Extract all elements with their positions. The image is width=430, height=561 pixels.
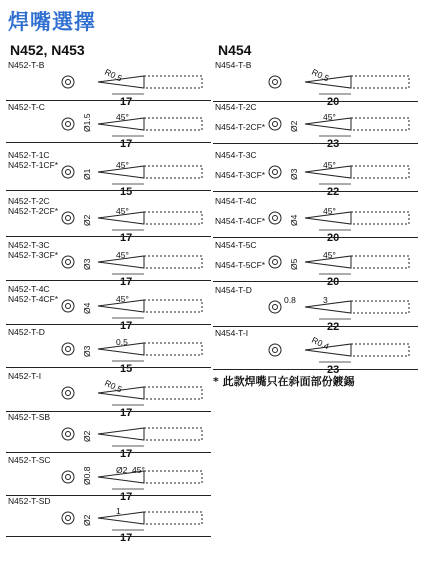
tip-end-view-circle [62, 166, 74, 178]
tip-drawing [213, 194, 413, 244]
tip-length-label: 20 [327, 276, 340, 288]
tip-row [6, 194, 211, 244]
tip-dimension-label: 45° [116, 250, 129, 260]
tip-end-view-circle [62, 471, 74, 483]
tip-dimension-label: R0.5 [103, 66, 124, 84]
tip-shank-outline [144, 118, 202, 130]
tip-model-label: N452-T-SD [8, 496, 51, 506]
tip-length-label: 17 [120, 448, 133, 460]
tip-shank-outline [144, 76, 202, 88]
tip-shank-outline [144, 256, 202, 268]
tip-dimension-label: Ø4 [289, 214, 299, 226]
tip-shank-outline [144, 166, 202, 178]
tip-model-label: N452-T-B [8, 60, 45, 70]
tip-end-view-inner [66, 170, 71, 175]
tip-model-label: N452-T-3C N452-T-3CF* [8, 240, 59, 260]
tip-row [213, 58, 418, 108]
tip-drawing [213, 326, 413, 376]
tip-length-label: 23 [327, 138, 340, 150]
tip-drawing [213, 100, 413, 150]
tip-shank-outline [351, 301, 409, 313]
row-divider [6, 190, 211, 191]
tip-model-label: N452-T-D [8, 327, 45, 337]
tip-taper-outline [98, 512, 144, 524]
tip-row [6, 325, 211, 375]
tip-model-label: N452-T-2C N452-T-2CF* [8, 196, 59, 216]
tip-end-view-circle [62, 256, 74, 268]
tip-shank-outline [144, 428, 202, 440]
tip-model-label: N454-T-D [215, 285, 252, 295]
tip-dimension-label: Ø3 [82, 345, 92, 357]
tip-end-view-inner [66, 122, 71, 127]
row-divider [6, 236, 211, 237]
tip-end-view-circle [269, 256, 281, 268]
tip-end-view-circle [62, 343, 74, 355]
tip-end-view-circle [269, 344, 281, 356]
tip-length-label: 17 [120, 320, 133, 332]
tip-dimension-label: R0.4 [310, 334, 331, 352]
tip-end-view-inner [273, 122, 278, 127]
tip-shank-outline [144, 512, 202, 524]
tip-row [213, 326, 418, 376]
tip-dimension-label: 45° [323, 160, 336, 170]
tip-drawing [6, 100, 206, 150]
tip-end-view-circle [269, 166, 281, 178]
tip-dimension-label: Ø2 [116, 465, 128, 475]
tip-dimension-label: 0.5 [116, 337, 128, 347]
tip-shank-outline [351, 166, 409, 178]
tip-length-label: 17 [120, 96, 133, 108]
row-divider [6, 367, 211, 368]
tip-model-label: N452-T-4C N452-T-4CF* [8, 284, 59, 304]
row-divider [6, 142, 211, 143]
tip-dimension-label: 0.8 [284, 295, 296, 305]
tip-dimension-label: R0.5 [310, 66, 331, 84]
tip-end-view-inner [66, 260, 71, 265]
tip-end-view-inner [273, 216, 278, 221]
tip-shank-outline [144, 300, 202, 312]
tip-dimension-label: 45° [116, 160, 129, 170]
tip-dimension-label: Ø2 [82, 514, 92, 526]
tip-dimension-label: 45° [132, 465, 145, 475]
tip-drawing [6, 494, 206, 544]
tip-length-label: 20 [327, 96, 340, 108]
tip-model-label: N452-T-C [8, 102, 45, 112]
tip-row [6, 100, 211, 150]
tip-end-view-circle [269, 212, 281, 224]
tip-model-label: N454-T-I [215, 328, 249, 338]
tip-end-view-inner [66, 216, 71, 221]
tip-row [6, 494, 211, 544]
tip-end-view-inner [66, 475, 71, 480]
tip-end-view-inner [66, 304, 71, 309]
tip-length-label: 17 [120, 232, 133, 244]
tip-shank-outline [351, 118, 409, 130]
tip-end-view-circle [62, 512, 74, 524]
tip-dimension-label: Ø3 [82, 258, 92, 270]
tip-length-label: 20 [327, 232, 340, 244]
tip-end-view-circle [62, 76, 74, 88]
tip-length-label: 22 [327, 321, 340, 333]
tip-length-label: 17 [120, 407, 133, 419]
tip-drawing [213, 238, 413, 288]
tip-end-view-circle [62, 428, 74, 440]
tip-model-label: N454-T-5C N454-T-5CF* [215, 240, 266, 270]
tip-shank-outline [144, 387, 202, 399]
tip-end-view-circle [62, 118, 74, 130]
row-divider [6, 280, 211, 281]
tip-length-label: 17 [120, 138, 133, 150]
tip-taper-outline [98, 428, 144, 440]
tip-length-label: 22 [327, 186, 340, 198]
tip-end-view-inner [273, 170, 278, 175]
tip-dimension-label: Ø1 [82, 168, 92, 180]
row-divider [213, 281, 418, 282]
tip-length-label: 23 [327, 364, 340, 376]
tip-row [213, 194, 418, 244]
tip-end-view-inner [273, 80, 278, 85]
tip-dimension-label: 45° [116, 112, 129, 122]
tip-model-label: N454-T-3C N454-T-3CF* [215, 150, 266, 180]
tip-end-view-circle [62, 212, 74, 224]
tip-end-view-inner [66, 347, 71, 352]
row-divider [213, 369, 418, 370]
tip-dimension-label: 45° [116, 294, 129, 304]
left-column-header: N452, N453 [10, 42, 85, 58]
tip-model-label: N454-T-B [215, 60, 252, 70]
tip-end-view-inner [66, 516, 71, 521]
tip-row [213, 100, 418, 150]
tip-dimension-label: 45° [323, 250, 336, 260]
row-divider [6, 536, 211, 537]
tip-end-view-inner [273, 260, 278, 265]
tip-dimension-label: Ø4 [82, 302, 92, 314]
tip-dimension-label: 3 [323, 295, 328, 305]
tip-row [6, 238, 211, 288]
tip-model-label: N454-T-2C N454-T-2CF* [215, 102, 266, 132]
tip-model-label: N452-T-1C N452-T-1CF* [8, 150, 59, 170]
tip-shank-outline [351, 344, 409, 356]
tip-end-view-circle [269, 76, 281, 88]
tip-drawing [6, 194, 206, 244]
tip-shank-outline [351, 76, 409, 88]
tip-row [213, 148, 418, 198]
tip-end-view-circle [269, 301, 281, 313]
tip-dimension-label: Ø2 [289, 120, 299, 132]
tip-drawing [6, 148, 206, 198]
row-divider [213, 191, 418, 192]
tip-end-view-inner [66, 391, 71, 396]
page-title: 焊嘴選擇 [8, 10, 96, 34]
tip-shank-outline [144, 212, 202, 224]
tip-drawing [6, 238, 206, 288]
tip-length-label: 17 [120, 276, 133, 288]
tip-drawing [213, 58, 413, 108]
tip-drawing [213, 148, 413, 198]
tip-model-label: N452-T-SB [8, 412, 51, 422]
tip-end-view-circle [62, 387, 74, 399]
tip-row [213, 238, 418, 288]
tip-dimension-label: Ø1.5 [82, 113, 92, 132]
tip-drawing [6, 325, 206, 375]
tip-length-label: 15 [120, 186, 133, 198]
row-divider [213, 143, 418, 144]
right-column-header: N454 [218, 42, 252, 58]
tip-length-label: 17 [120, 491, 133, 503]
tip-length-label: 17 [120, 532, 133, 544]
tip-dimension-label: Ø5 [289, 258, 299, 270]
tip-shank-outline [351, 256, 409, 268]
tip-shank-outline [144, 343, 202, 355]
tip-shank-outline [351, 212, 409, 224]
tip-end-view-inner [66, 80, 71, 85]
tip-end-view-inner [66, 432, 71, 437]
tip-model-label: N452-T-SC [8, 455, 51, 465]
tip-dimension-label: 45° [323, 206, 336, 216]
tip-dimension-label: Ø3 [289, 168, 299, 180]
tip-end-view-circle [62, 300, 74, 312]
tip-model-label: N452-T-I [8, 371, 42, 381]
tip-end-view-inner [273, 305, 278, 310]
tip-dimension-label: 45° [116, 206, 129, 216]
tip-dimension-label: 1 [116, 506, 121, 516]
tip-end-view-circle [269, 118, 281, 130]
tip-taper-outline [305, 301, 351, 313]
tip-length-label: 15 [120, 363, 133, 375]
tip-dimension-label: Ø0.8 [82, 466, 92, 485]
plating-note: * 此款焊嘴只在斜面部份鍍錫 [213, 375, 355, 388]
tip-dimension-label: R0.5 [103, 377, 124, 395]
tip-end-view-inner [273, 348, 278, 353]
tip-dimension-label: Ø2 [82, 430, 92, 442]
tip-row [6, 148, 211, 198]
tip-dimension-label: Ø2 [82, 214, 92, 226]
tip-shank-outline [144, 471, 202, 483]
tip-model-label: N454-T-4C N454-T-4CF* [215, 196, 266, 226]
tip-dimension-label: 45° [323, 112, 336, 122]
